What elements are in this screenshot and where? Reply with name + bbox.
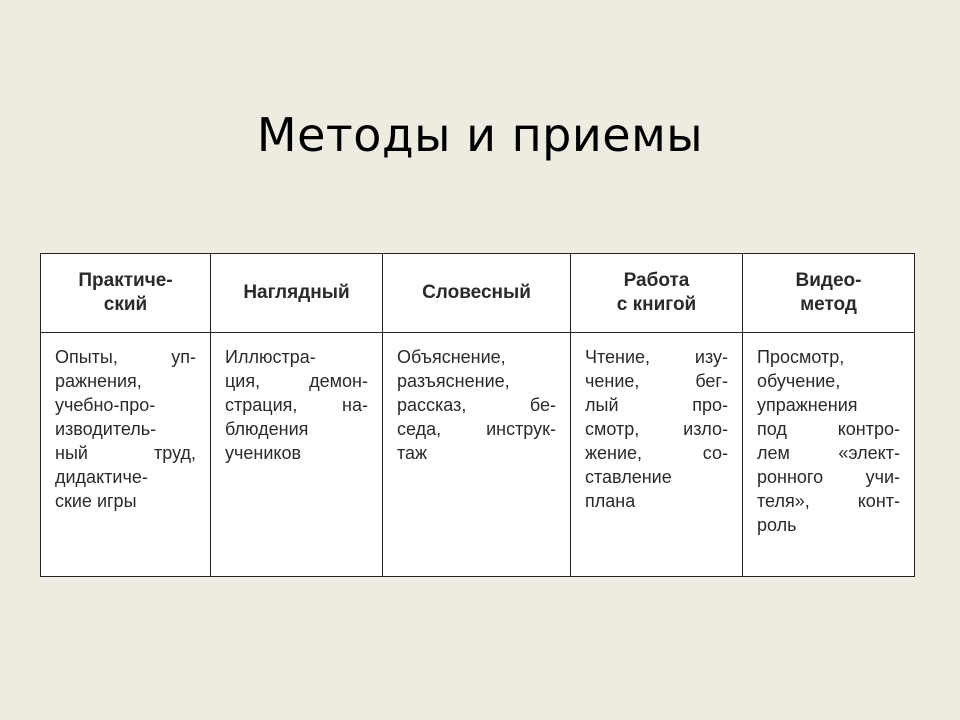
cell-book-work: [571, 333, 743, 577]
cell-line: лый про-: [585, 395, 728, 415]
cell-line: упражнения: [757, 395, 858, 415]
cell-line: рассказ, бе-: [397, 395, 556, 415]
cell-line: седа, инструк-: [397, 419, 556, 439]
cell-line: ставление: [585, 467, 672, 487]
cell-line: плана: [585, 491, 636, 511]
header-video-method: Видео- метод: [743, 254, 915, 333]
cell-line: лем «элект-: [757, 443, 900, 463]
cell-line: учеников: [225, 443, 302, 463]
cell-verbal: [383, 333, 571, 577]
cell-line: ронного учи-: [757, 467, 900, 487]
cell-line: разъяснение,: [397, 371, 510, 391]
cell-line: страция, на-: [225, 395, 368, 415]
methods-table: [40, 253, 915, 577]
cell-line: ция, демон-: [225, 371, 368, 391]
cell-line: ный труд,: [55, 443, 196, 463]
cell-line: таж: [397, 443, 428, 463]
cell-line: роль: [757, 515, 797, 535]
cell-line: ражнения,: [55, 371, 142, 391]
cell-video-method: [743, 333, 915, 577]
cell-line: учебно-про-: [55, 395, 156, 415]
cell-line: Иллюстра-: [225, 347, 316, 367]
cell-line: под контро-: [757, 419, 900, 439]
cell-line: изводитель-: [55, 419, 157, 439]
methods-table-container: [40, 253, 914, 577]
table-row: [41, 333, 915, 577]
cell-line: жение, со-: [585, 443, 728, 463]
header-book-work: Работа с книгой: [571, 254, 743, 333]
cell-line: ские игры: [55, 491, 137, 511]
cell-line: дидактиче-: [55, 467, 148, 487]
cell-practical: [41, 333, 211, 577]
header-practical: Практиче- ский: [41, 254, 211, 333]
cell-line: Чтение, изу-: [585, 347, 728, 367]
cell-line: чение, бег-: [585, 371, 728, 391]
cell-line: обучение,: [757, 371, 841, 391]
table-header-row: [41, 254, 915, 333]
cell-line: Объяснение,: [397, 347, 506, 367]
cell-line: Опыты, уп-: [55, 347, 196, 367]
slide-title: Методы и приемы: [256, 108, 704, 162]
header-verbal: Словесный: [383, 254, 571, 333]
cell-visual: [211, 333, 383, 577]
cell-line: теля», конт-: [757, 491, 900, 511]
cell-line: блюдения: [225, 419, 309, 439]
header-visual: Наглядный: [211, 254, 383, 333]
cell-line: смотр, изло-: [585, 419, 728, 439]
cell-line: Просмотр,: [757, 347, 845, 367]
